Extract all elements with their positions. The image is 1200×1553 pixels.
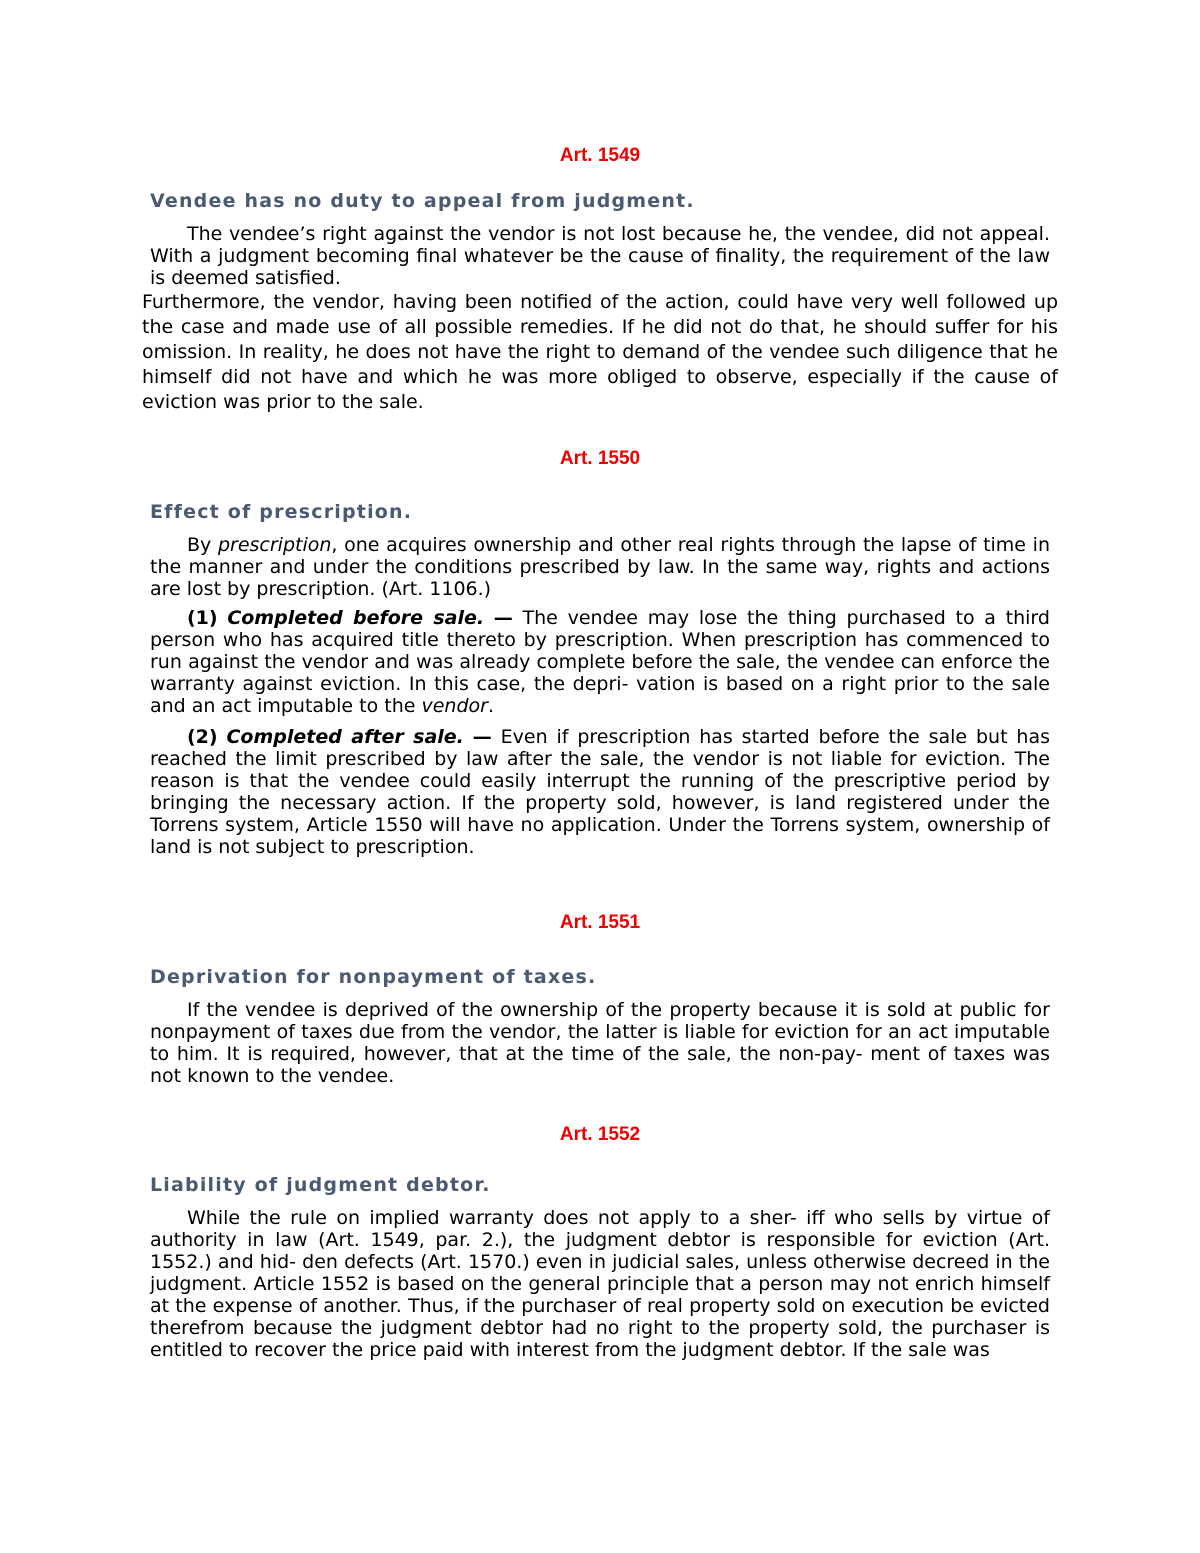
item-end: .	[487, 695, 495, 717]
list-item	[150, 726, 1050, 858]
item-dash: —	[493, 607, 513, 629]
intro-pre: By	[187, 534, 218, 556]
paragraph: While the rule on implied warranty does not apply to a sher- iff who sells by virtue of authority in law (Art. 1549, par. 2.), the judgment debtor is responsible for eviction (Art. 1552.) and hid- den defects (Art. 1570.) even in judicial sales, unless otherwise decreed in the judgment. Article 1552 is based on the general principle that a person may not enrich himself at the expense of another. Thus, if the purchaser of real property sold on execution be evicted therefrom because the judgment debtor had no right to the property sold, the purchaser is entitled to recover the price paid with interest from the judgment debtor. If the sale was	[150, 1207, 1050, 1361]
article-number: Art. 1552	[559, 1124, 641, 1145]
list-item	[150, 607, 1050, 717]
item-text: Even if prescription has started before the sale but has reached the limit prescribed by law after the sale, the vendor is not liable for eviction. The reason is that the vendee could easily interrupt the running of the prescriptive period by bringing the necessary action. If the property sold, however, is land registered under the Torrens system, Article 1550 will have no application. Under the Torrens system, ownership of land is not subject to prescription.	[150, 726, 1050, 858]
item-title: Completed after sale.	[226, 726, 464, 748]
item-title: Completed before sale.	[227, 607, 485, 629]
item-text: The vendee may lose the thing purchased to a third person who has acquired title thereto by prescription. When prescription has commenced to run against the vendor and was already complete before the sale, the vendee can enforce the warranty against eviction. In this case, the depri- vation is based on a right prior to the sale and an act imputable to the	[150, 607, 1050, 717]
item-number: (1)	[187, 607, 218, 629]
paragraph: Furthermore, the vendor, having been notified of the action, could have very well followed up the case and made use of all possible remedies. If he did not do that, he should suffer for his omission. In reality, he does not have the right to demand of the vendee such diligence that he himself did not have and which he was more obliged to observe, especially if the cause of eviction was prior to the sale.	[142, 291, 1058, 413]
section-heading: Vendee has no duty to appeal from judgment.	[150, 190, 695, 212]
section-heading: Effect of prescription.	[150, 501, 413, 523]
article-number: Art. 1549	[559, 145, 641, 166]
section-heading: Liability of judgment debtor.	[150, 1174, 491, 1196]
section-heading: Deprivation for nonpayment of taxes.	[150, 966, 597, 988]
defined-term: prescription	[217, 534, 332, 556]
paragraph: The vendee’s right against the vendor is not lost because he, the vendee, did not appeal. With a judgment becoming final whatever be the cause of finality, the requirement of the law is deemed satisfied.	[150, 223, 1050, 289]
article-number: Art. 1551	[559, 912, 641, 933]
paragraph: If the vendee is deprived of the ownership of the property because it is sold at public for nonpayment of taxes due from the vendor, the latter is liable for eviction for an act imputable to him. It is required, however, that at the time of the sale, the non-pay- ment of taxes was not known to the vendee.	[150, 999, 1050, 1087]
item-number: (2)	[187, 726, 218, 748]
item-dash: —	[472, 726, 492, 748]
intro-post: , one acquires ownership and other real rights through the lapse of time in the manner and under the conditions prescribed by law. In the same way, rights and actions are lost by prescription. (Art. 1106.)	[150, 534, 1050, 600]
paragraph	[150, 534, 1050, 600]
article-number: Art. 1550	[559, 448, 641, 469]
item-emphasis: vendor	[421, 695, 488, 717]
